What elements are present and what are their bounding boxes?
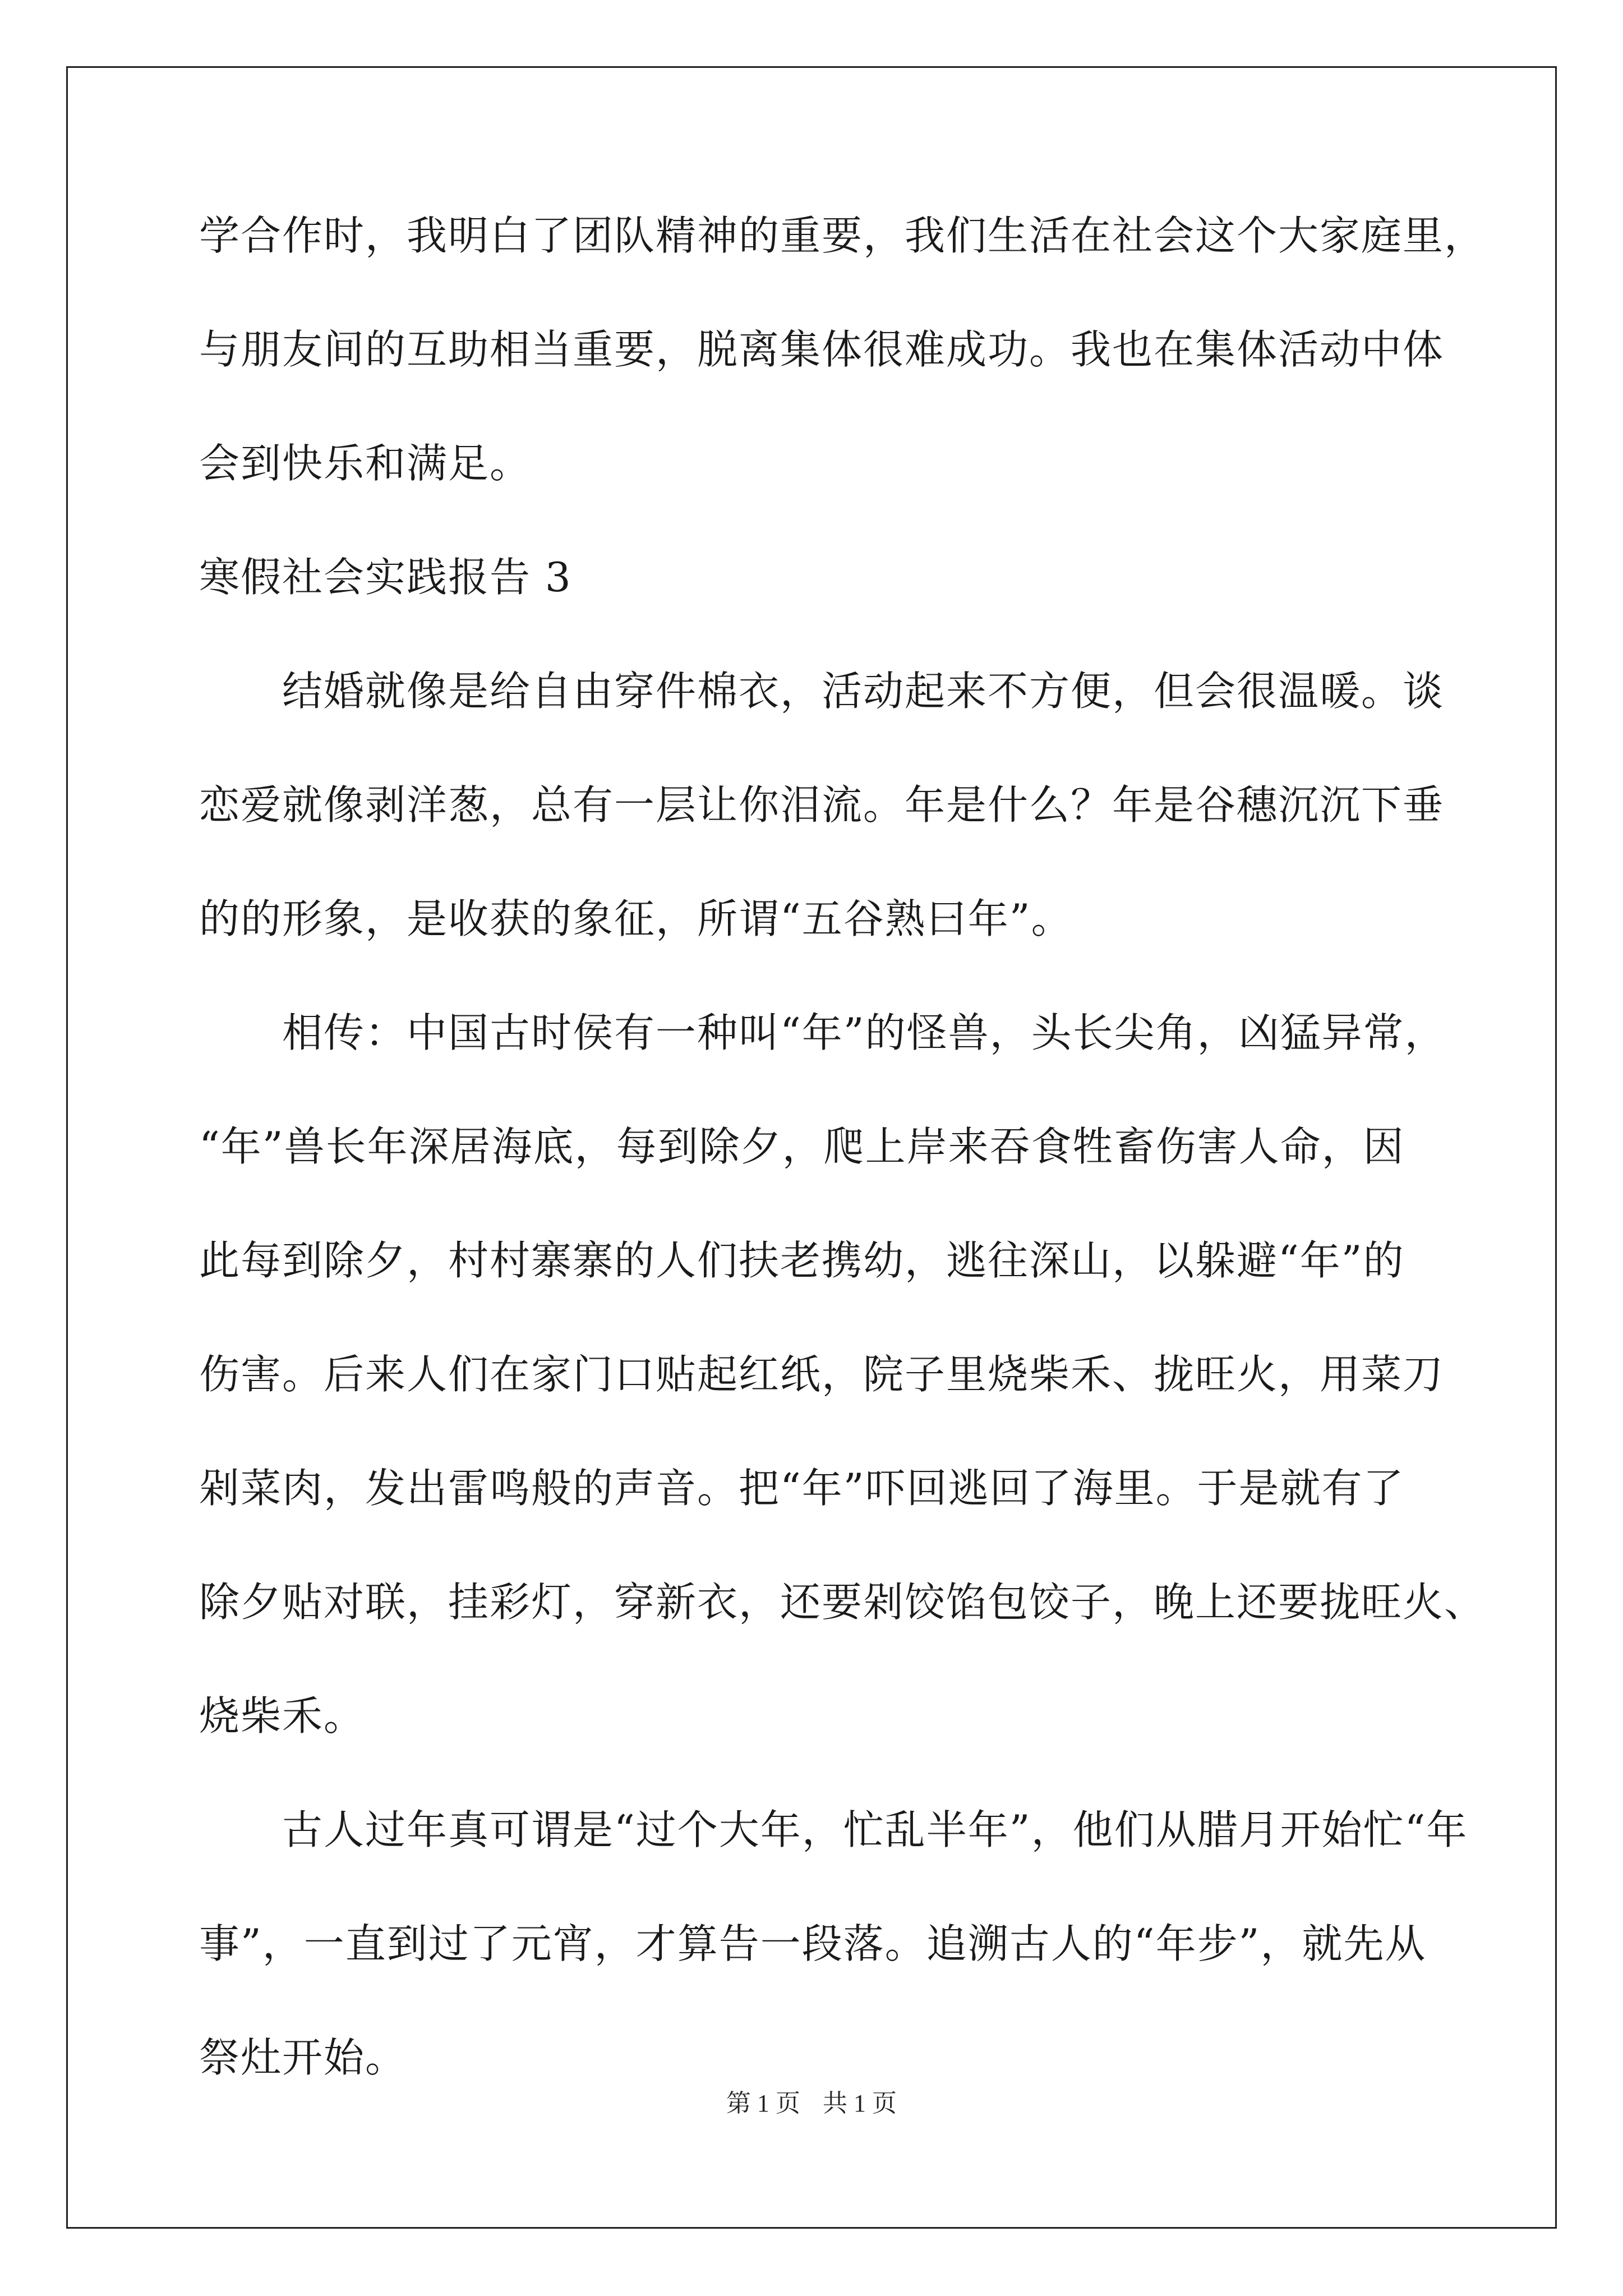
paragraph-first-line: 结婚就像是给自由穿件棉衣，活动起来不方便，但会很温暖。谈 — [282, 668, 1445, 715]
text-line: 学合作时，我明白了团队精神的重要，我们生活在社会这个大家庭里， — [199, 212, 1486, 259]
paragraph-first-line: 古人过年真可谓是“过个大年，忙乱半年”，他们从腊月开始忙“年 — [282, 1806, 1468, 1853]
page-footer — [0, 2087, 1623, 2120]
text-line: “年”兽长年深居海底，每到除夕，爬上岸来吞食牲畜伤害人命，因 — [199, 1123, 1405, 1170]
paragraph-first-line: 相传：中国古时侯有一种叫“年”的怪兽，头长尖角，凶猛异常， — [282, 1009, 1446, 1056]
text-line: 祭灶开始。 — [199, 2034, 407, 2081]
text-line: 伤害。后来人们在家门口贴起红纸，院子里烧柴禾、拢旺火，用菜刀 — [199, 1351, 1445, 1398]
text-line: 剁菜肉，发出雷鸣般的声音。把“年”吓回逃回了海里。于是就有了 — [199, 1465, 1405, 1512]
text-line: 的的形象，是收获的象征，所谓“五谷熟曰年”。 — [199, 895, 1073, 942]
text-line: 事”，一直到过了元宵，才算告一段落。追溯古人的“年步”，就先从 — [199, 1920, 1427, 1967]
text-line: 除夕贴对联，挂彩灯，穿新衣，还要剁饺馅包饺子，晚上还要拢旺火、 — [199, 1579, 1486, 1626]
page-total: 共 1 页 — [823, 2090, 897, 2117]
section-heading: 寒假社会实践报告 3 — [199, 554, 572, 601]
text-line: 烧柴禾。 — [199, 1692, 366, 1740]
text-line: 恋爱就像剥洋葱，总有一层让你泪流。年是什么？年是谷穗沉沉下垂 — [199, 781, 1445, 829]
text-line: 会到快乐和满足。 — [199, 440, 532, 487]
page-number: 第 1 页 — [726, 2090, 800, 2117]
text-line: 此每到除夕，村村寨寨的人们扶老携幼，逃往深山，以躲避“年”的 — [199, 1237, 1405, 1284]
text-line: 与朋友间的互助相当重要，脱离集体很难成功。我也在集体活动中体 — [199, 326, 1445, 373]
